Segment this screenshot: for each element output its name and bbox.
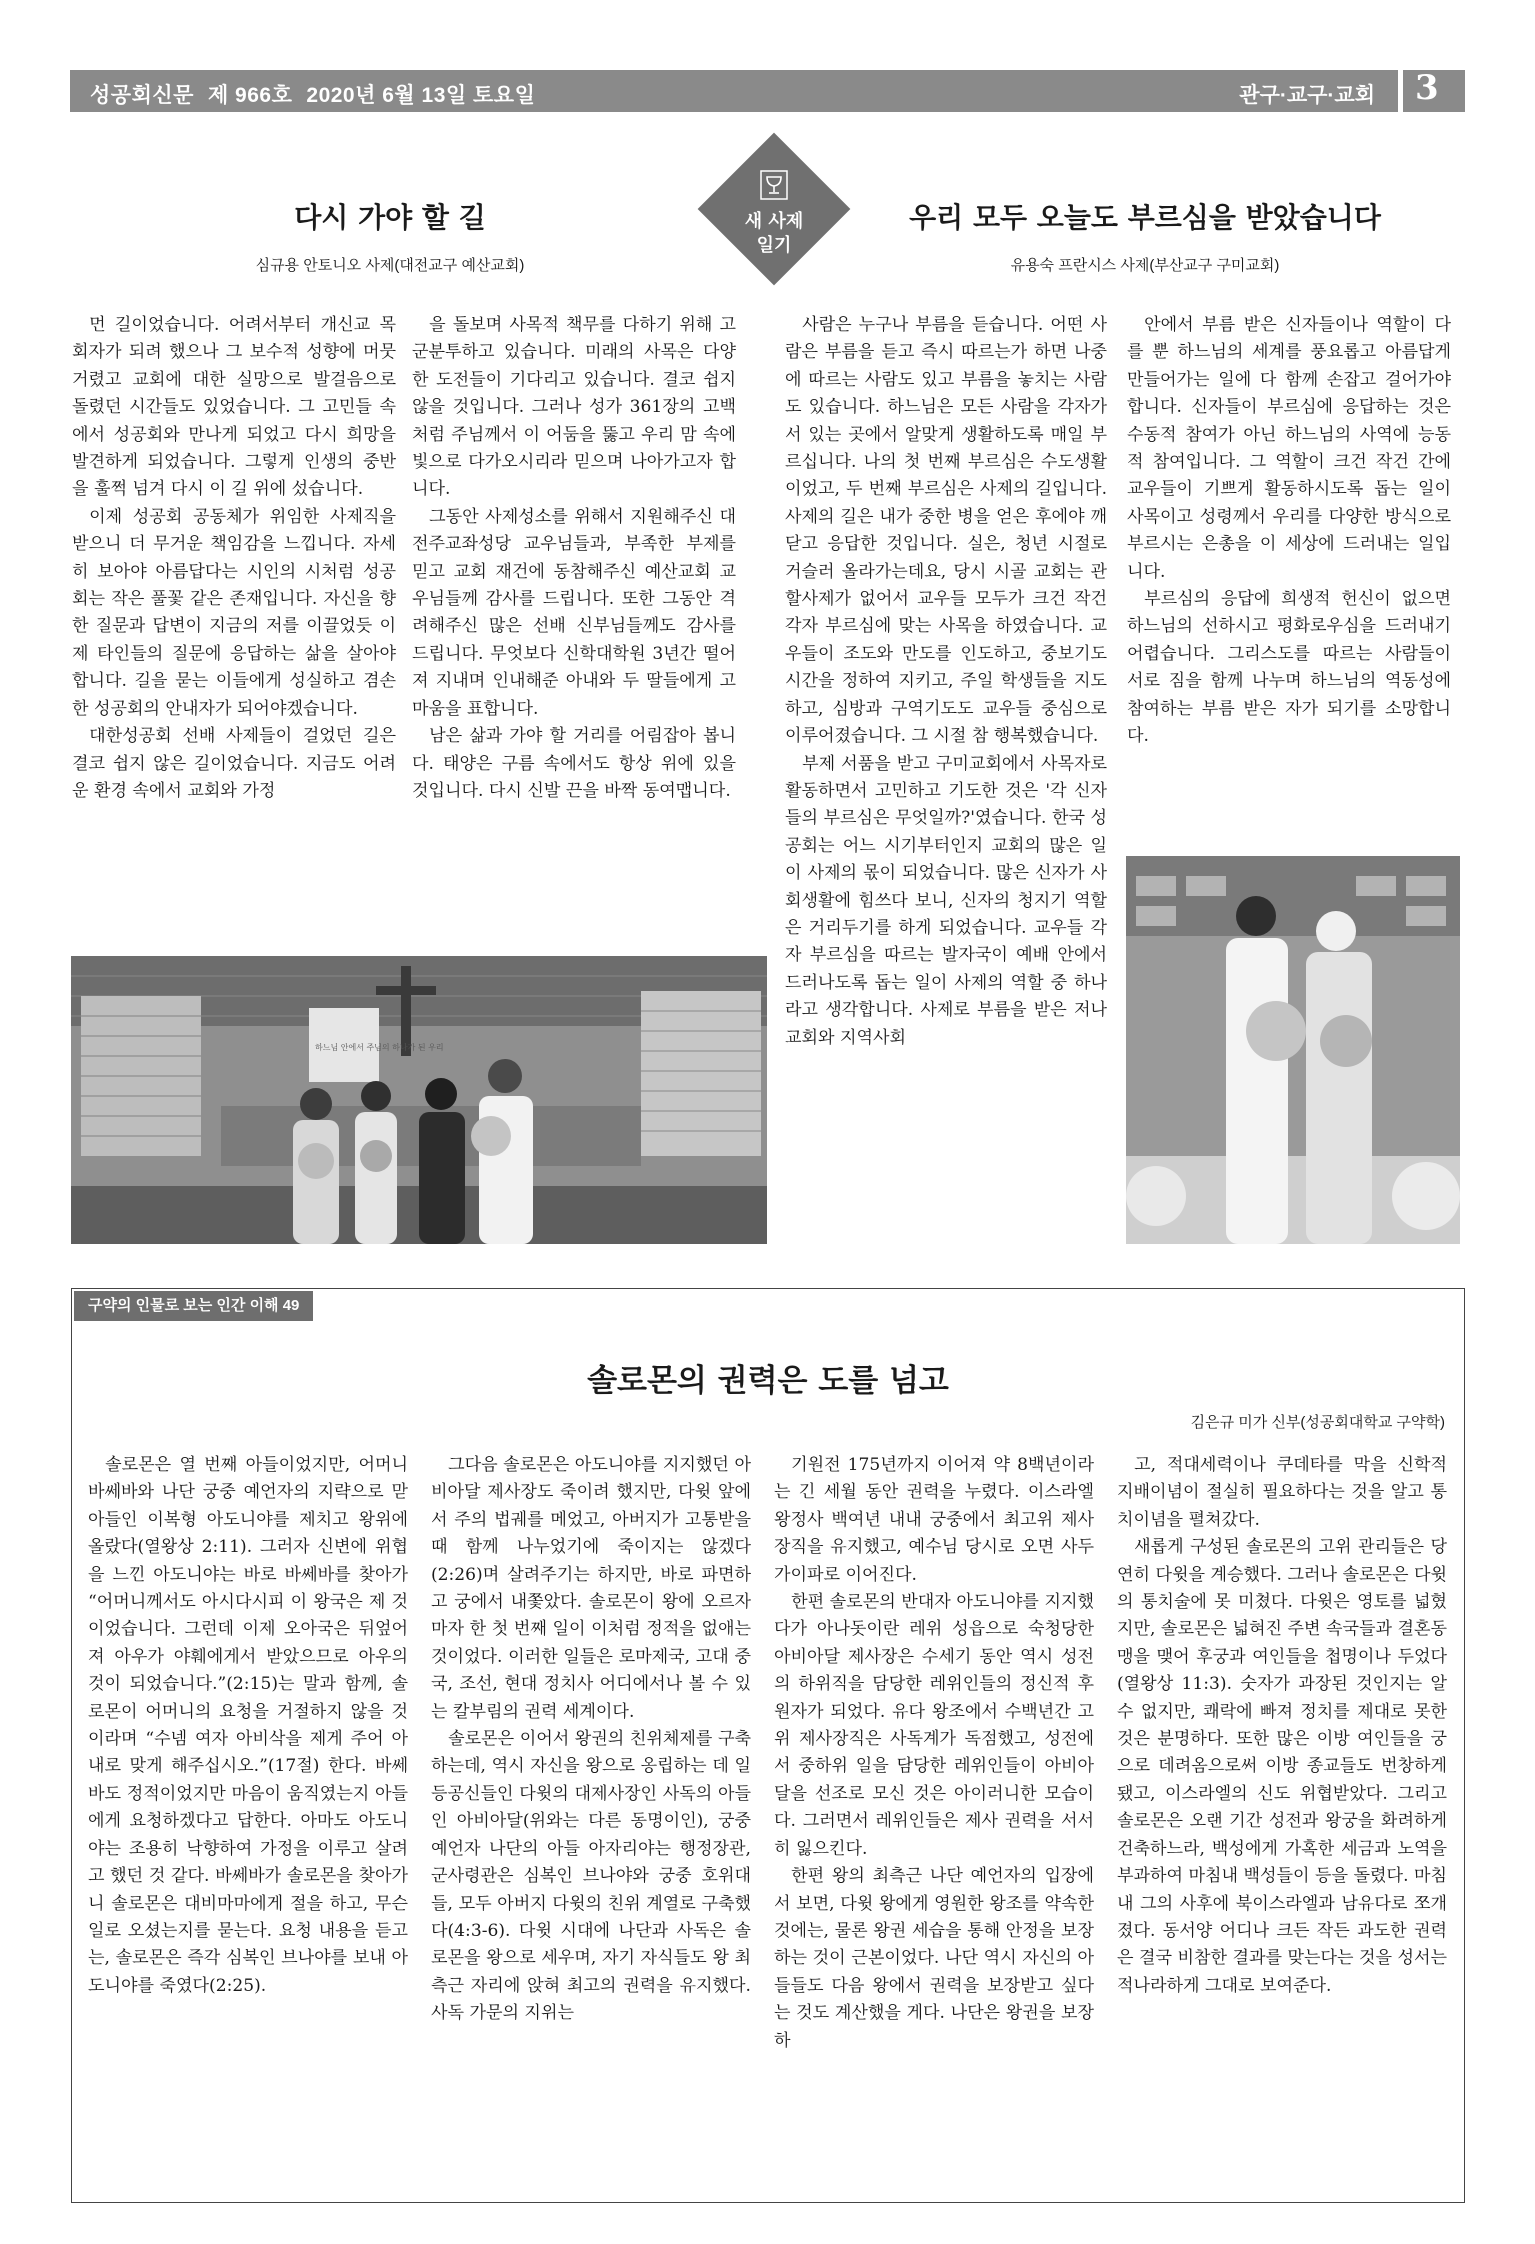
article1-title: 다시 가야 할 길: [294, 201, 486, 234]
feature-column-2: [431, 1452, 751, 2192]
paragraph: 솔로몬은 열 번째 아들이었지만, 어머니 바쎄바와 나단 궁중 예언자의 지략으로 맏아들인 이복형 아도니야를 제치고 왕위에 올랐다(열왕상 2:11). 그러자 신변에 위협을 느낀 아도니야는 바로 바쎄바를 찾아가 “어머니께서도 아시다시피 이 왕국은 제 것이었습니다. 그런데 이제 오아국은 뒤엎어져 아우가 야훼에게서 받았으므로 아우의 것이 되었습니다.”(2:15)는 말과 함께, 솔로몬이 어머니의 요청을 거절하지 않을 것이라며 “수넴 여자 아비삭을 제게 주어 아내로 맞게 해주십시오.”(17절) 한다. 바쎄바도 정적이었지만 마음이 움직였는지 아들에게 요청하겠다고 답한다. 아마도 아도니야는 조용히 낙향하여 가정을 이루고 살려고 했던 것 같다. 바쎄바가 솔로몬을 찾아가니 솔로몬은 대비마마에게 절을 하고, 무슨 일로 오셨는지를 묻는다. 요청 내용을 듣고는, 솔로몬은 즉각 심복인 브나야를 보내 아도니야를 죽였다(2:25).: [88, 1455, 408, 1996]
paper-name: 성공회신문: [90, 84, 194, 107]
paragraph: 대한성공회 선배 사제들이 걸었던 길은 결코 쉽지 않은 길이었습니다. 지금도 어려운 환경 속에서 교회와 가정: [72, 726, 396, 801]
feature-title: 솔로몬의 권력은 도를 넘고: [587, 1363, 949, 1399]
paragraph: 그동안 사제성소를 위해서 지원해주신 대전주교좌성당 교우님들과, 부족한 부제를 믿고 교회 재건에 동참해주신 예산교회 교우님들께 감사를 드립니다. 또한 그동안 격려해주신 많은 선배 신부님들께도 감사를 드립니다. 무엇보다 신학대학원 3년간 떨어져 지내며 인내해준 아내와 두 딸들에게 고마움을 표합니다.: [412, 506, 736, 719]
chalice-icon: [760, 170, 788, 200]
paragraph: 이제 성공회 공동체가 위임한 사제직을 받으니 더 무거운 책임감을 느낍니다. 자세히 보아야 아름답다는 시인의 시처럼 성공회는 작은 풀꽃 같은 존재입니다. 자신을 향한 질문과 답변이 지금의 저를 이끌었듯 이제 타인들의 질문에 응답하는 삶을 살아야 합니다. 길을 묻는 이들에게 성실하고 겸손한 성공회의 안내자가 되어야겠습니다.: [72, 506, 396, 719]
section-name: 관구·교구·교회: [1239, 84, 1375, 107]
badge-line2: 일기: [756, 235, 792, 256]
article1-column-2: [412, 312, 736, 922]
article1-column-1: [72, 312, 396, 922]
paragraph: 한편 왕의 최측근 나단 예언자의 입장에서 보면, 다윗 왕에게 영원한 왕조를 약속한 것에는, 물론 왕권 세습을 통해 안정을 보장하는 것이 근본이었다. 나단 역시 자신의 아들들도 다음 왕에서 권력을 보장받고 싶다는 것도 계산했을 게다. 나단은 왕권을 보장하: [774, 1866, 1094, 2051]
feature-column-1: [88, 1452, 408, 2192]
paragraph: 안에서 부름 받은 신자들이나 역할이 다를 뿐 하느님의 세계를 풍요롭고 아름답게 만들어가는 일에 다 함께 손잡고 걸어가야 합니다. 신자들이 부르심에 응답하는 것은 수동적 참여가 아닌 하느님의 사역에 능동적 참여입니다. 그 역할이 크건 작건 간에 교우들이 기쁘게 활동하시도록 돕는 일이 사목이고 성령께서 우리를 다양한 방식으로 부르시는 은총을 이 세상에 드러내는 일입니다.: [1127, 315, 1451, 582]
page-number: 3: [1415, 68, 1439, 108]
church-banner-text: 하느님 안에서 주님의 하나가 된 우리: [315, 1043, 444, 1052]
paragraph: 고, 적대세력이나 쿠데타를 막을 신학적 지배이념이 절실히 필요하다는 것을 알고 통치이념을 펼쳐갔다.: [1117, 1455, 1447, 1530]
header-divider: [1398, 70, 1403, 112]
paragraph: 새롭게 구성된 솔로몬의 고위 관리들은 당연히 다윗을 계승했다. 그러나 솔로몬은 다윗의 통치술에 못 미쳤다. 다윗은 영토를 넓혔지만, 솔로몬은 넓혀진 주변 속국들과 결혼동맹을 맺어 후궁과 여인들을 첩명이나 두었다(열왕상 11:3). 숫자가 과장된 것인지는 알 수 없지만, 쾌락에 빠져 정치를 제대로 못한 것은 분명하다. 또한 많은 이방 여인들을 궁으로 데려옴으로써 이방 종교들도 번창하게 됐고, 이스라엘의 신도 위협받았다. 그리고 솔로몬은 오랜 기간 성전과 왕궁을 화려하게 건축하느라, 백성에게 가혹한 세금과 노역을 부과하여 마침내 백성들이 등을 돌렸다. 마침내 그의 사후에 북이스라엘과 남유다로 쪼개졌다. 동서양 어디나 크든 작든 과도한 권력은 결국 비참한 결과를 맞는다는 것을 성서는 적나라하게 그대로 보여준다.: [1117, 1537, 1447, 1996]
masthead-info: [90, 79, 549, 109]
paragraph: 사람은 누구나 부름을 듣습니다. 어떤 사람은 부름을 듣고 즉시 따르는가 하면 나중에 따르는 사람도 있고 부름을 놓치는 사람도 있습니다. 하느님은 모든 사람을 각자가 서 있는 곳에서 알맞게 생활하도록 매일 부르십니다. 나의 첫 번째 부르심은 수도생활이었고, 두 번째 부르심은 사제의 길입니다. 사제의 길은 내가 중한 병을 얻은 후에야 깨닫고 응답한 것입니다. 실은, 청년 시절로 거슬러 올라가는데요, 당시 시골 교회는 관할사제가 없어서 교우들 모두가 크건 작건 각자 부르심에 맞는 사목을 하였습니다. 교우들이 조도와 만도를 인도하고, 중보기도 시간을 정하여 지키고, 주일 학생들을 지도하고, 심방과 구역기도도 교우들 중심으로 이루어졌습니다. 그 시절 참 행복했습니다.: [785, 315, 1107, 747]
photo-illustration-2: [1126, 856, 1460, 1244]
article2-column-1: [785, 312, 1107, 1244]
page-header: [70, 70, 1465, 112]
article1-byline: 심규용 안토니오 사제(대전교구 예산교회): [255, 257, 525, 274]
paragraph: 부르심의 응답에 희생적 헌신이 없으면 하느님의 선하시고 평화로우심을 드러내기 어렵습니다. 그리스도를 따르는 사람들이 서로 짐을 함께 나누며 하느님의 역동성에 참여하는 부름 받은 자가 되기를 소망합니다.: [1127, 589, 1451, 747]
article2-title: 우리 모두 오늘도 부르심을 받았습니다: [909, 201, 1381, 234]
article2-byline: 유용숙 프란시스 사제(부산교구 구미교회): [1010, 257, 1280, 274]
photo-ordination-pair: [1126, 856, 1460, 1244]
paragraph: 남은 삶과 가야 할 거리를 어림잡아 봅니다. 태양은 구름 속에서도 항상 위에 있을 것입니다. 다시 신발 끈을 바짝 동여맵니다.: [412, 726, 736, 801]
feature-column-3: [774, 1452, 1094, 2192]
issue-date: 2020년 6월 13일 토요일: [306, 84, 536, 107]
paragraph: 한편 솔로몬의 반대자 아도니야를 지지했다가 아나돗이란 레위 성읍으로 숙청당한 아비아달 제사장은 수세기 동안 역시 성전의 하위직을 담당한 레위인들의 정신적 후원자가 되었다. 유다 왕조에서 수백년간 고위 제사장직은 사독계가 독점했고, 성전에서 중하위 일을 담당한 레위인들이 아비아달을 선조로 모신 것은 아이러니한 모습이다. 그러면서 레위인들은 제사 권력을 서서히 잃으킨다.: [774, 1592, 1094, 1859]
paragraph: 부제 서품을 받고 구미교회에서 사목자로 활동하면서 고민하고 기도한 것은 '각 신자들의 부르심은 무엇일까?'였습니다. 한국 성공회는 어느 시기부터인지 교회의 많은 일이 사제의 몫이 되었습니다. 많은 신자가 사회생활에 힘쓰다 보니, 신자의 청지기 역할은 거리두기를 하게 되었습니다. 교우들 각자 부르심을 따르는 발자국이 예배 안에서 드러나도록 돕는 일이 사제의 역할 중 하나라고 생각합니다. 사제로 부름을 받은 저나 교회와 지역사회: [785, 753, 1107, 1048]
feature-byline: 김은규 미가 신부(성공회대학교 구약학): [1190, 1414, 1445, 1431]
badge-line1: 새 사제: [744, 211, 804, 232]
feature-column-4: [1117, 1452, 1447, 2192]
article2-column-2: [1127, 312, 1451, 832]
paragraph: 먼 길이었습니다. 어려서부터 개신교 목회자가 되려 했으나 그 보수적 성향에 머뭇거렸고 교회에 대한 실망으로 발걸음으로 돌렸던 시간들도 있었습니다. 그 고민들 속에서 성공회와 만나게 되었고 다시 희망을 발견하게 되었습니다. 그렇게 인생의 중반을 훌쩍 넘겨 다시 이 길 위에 섰습니다.: [72, 315, 396, 500]
paragraph: 을 돌보며 사목적 책무를 다하기 위해 고군분투하고 있습니다. 미래의 사목은 다양한 도전들이 기다리고 있습니다. 결코 쉽지 않을 것입니다. 그러나 성가 361장의 고백처럼 주님께서 이 어둠을 뚫고 우리 맘 속에 빛으로 다가오시리라 믿으며 나아가고자 합니다.: [412, 315, 736, 500]
issue-number: 제 966호: [207, 84, 293, 107]
badge-label: [714, 210, 834, 258]
photo-ordination-family: [71, 956, 767, 1244]
photo-illustration: [71, 956, 767, 1244]
series-label: 구약의 인물로 보는 인간 이해 49: [74, 1291, 313, 1321]
paragraph: 그다음 솔로몬은 아도니야를 지지했던 아비아달 제사장도 죽이려 했지만, 다윗 앞에서 주의 법궤를 메었고, 아버지가 고통받을 때 함께 나누었기에 죽이지는 않겠다(2:26)며 살려주기는 하지만, 바로 파면하고 궁에서 내쫓았다. 솔로몬이 왕에 오르자마자 한 첫 번째 일이 이처럼 정적을 없애는 것이었다. 이러한 일들은 로마제국, 고대 중국, 조선, 현대 정치사 어디에서나 볼 수 있는 칼부림의 권력 세계이다.: [431, 1455, 751, 1722]
paragraph: 기원전 175년까지 이어져 약 8백년이라는 긴 세월 동안 권력을 누렸다. 이스라엘 왕정사 백여년 내내 궁중에서 최고위 제사장직을 유지했고, 예수님 당시로 오면 사두가이파로 이어진다.: [774, 1455, 1094, 1585]
new-priest-diary-badge: [698, 133, 851, 286]
paragraph: 솔로몬은 이어서 왕권의 친위체제를 구축하는데, 역시 자신을 왕으로 옹립하는 데 일등공신들인 다윗의 대제사장인 사독의 아들인 아비아달(위와는 다른 동명이인), 궁중 예언자 나단의 아들 아자리야는 행정장관, 군사령관은 심복인 브나야와 궁중 호위대들, 모두 아버지 다윗의 친위 계열로 구축했다(4:3-6). 다윗 시대에 나단과 사독은 솔로몬을 왕으로 세우며, 자기 자식들도 왕 최측근 자리에 앉혀 최고의 권력을 유지했다. 사독 가문의 지위는: [431, 1729, 751, 2024]
